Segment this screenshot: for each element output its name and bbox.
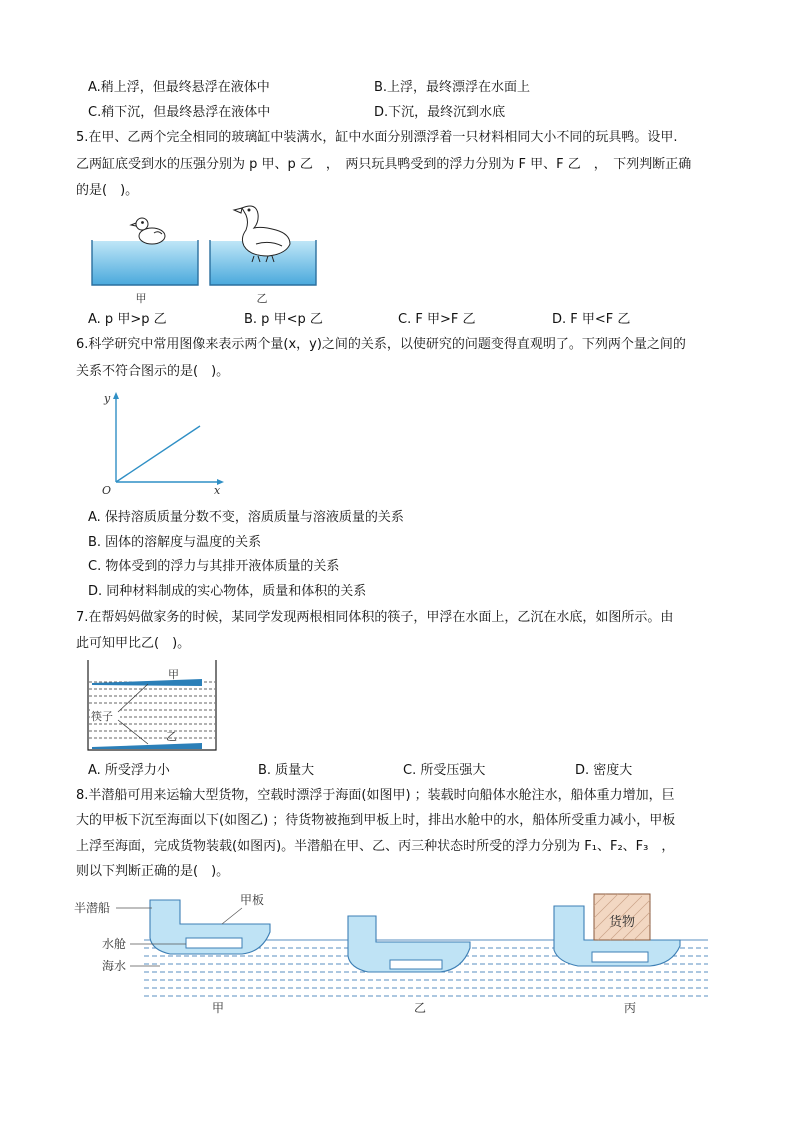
q8-line-3: 上浮至海面，完成货物装载(如图丙)。半潜船在甲、乙、丙三种状态时所受的浮力分别为 F₁、F₂、F₃ ，	[76, 839, 675, 854]
tank-jia-water	[92, 241, 198, 285]
leader-bottom	[118, 720, 148, 744]
q7-option-b: B. 质量大	[258, 763, 315, 778]
q8-line-2: 大的甲板下沉至海面以下(如图乙) ；待货物被拖到甲板上时，排出水舱中的水，船体所受重力减小，甲板	[76, 813, 676, 828]
q8-line-1: 8.半潜船可用来运输大型货物，空载时漂浮于海面(如图甲) ；装载时向船体水舱注水，船体重力增加，巨	[76, 788, 675, 803]
q4-option-a: A.稍上浮，但最终悬浮在液体中	[88, 80, 270, 95]
q6-line-1: 6.科学研究中常用图像来表示两个量(x，y)之间的关系，以使研究的问题变得直观明了。下列两个量之间的	[76, 337, 686, 352]
q6-option-a: A. 保持溶质质量分数不变，溶质质量与溶液质量的关系	[88, 510, 404, 525]
q5-option-a: A. p 甲>p 乙	[88, 312, 167, 327]
tank-jia	[186, 938, 242, 948]
ship-bing	[554, 894, 680, 966]
q5-duck-figure	[86, 200, 326, 308]
label-sea: 海水	[102, 959, 127, 973]
small-duck	[131, 218, 165, 244]
container	[88, 660, 216, 750]
label-tank: 水舱	[102, 937, 127, 951]
q8-line-4: 则以下判断正确的是( )。	[76, 864, 230, 879]
y-axis-label: y	[104, 392, 111, 405]
label-yi: 乙	[166, 730, 177, 743]
q5-option-b: B. p 甲<p 乙	[244, 312, 323, 327]
leader-deck	[222, 908, 242, 924]
q5-option-d: D. F 甲<F 乙	[552, 312, 631, 327]
state-bing: 丙	[623, 1001, 637, 1015]
q4-option-c: C.稍下沉，但最终悬浮在液体中	[88, 105, 271, 120]
state-jia: 甲	[211, 1001, 225, 1015]
q4-option-d: D.下沉，最终沉到水底	[374, 105, 506, 120]
state-yi: 乙	[413, 1001, 427, 1015]
label-ship: 半潜船	[74, 901, 111, 915]
q5-option-c: C. F 甲>F 乙	[398, 312, 476, 327]
leader-top	[118, 684, 148, 712]
y-axis-arrow	[113, 392, 119, 399]
q6-option-c: C. 物体受到的浮力与其排开液体质量的关系	[88, 559, 340, 574]
q4-option-b: B.上浮，最终漂浮在水面上	[374, 80, 531, 95]
tank-yi	[390, 960, 442, 969]
q7-line-1: 7.在帮妈妈做家务的时候，某同学发现两根相同体积的筷子，甲浮在水面上，乙沉在水底，如图所示。由	[76, 610, 674, 625]
q6-option-d: D. 同种材料制成的实心物体，质量和体积的关系	[88, 584, 367, 599]
q7-line-2: 此可知甲比乙( )。	[76, 636, 191, 651]
q6-line-2: 关系不符合图示的是( )。	[76, 364, 230, 379]
cargo-label: 货物	[608, 915, 636, 930]
q5-line-1: 5.在甲、乙两个完全相同的玻璃缸中装满水，缸中水面分别漂浮着一只材料相同大小不同的玩具鸭。设甲.	[76, 130, 678, 145]
q7-option-d: D. 密度大	[575, 763, 633, 778]
q8-ship-figure	[72, 888, 712, 1018]
chopstick-yi	[92, 743, 202, 749]
tank-yi-label: 乙	[256, 292, 268, 305]
label-chopsticks: 筷子	[91, 710, 113, 723]
q7-option-c: C. 所受压强大	[403, 763, 486, 778]
q7-chopsticks-figure	[84, 658, 224, 754]
proportional-line	[116, 426, 200, 482]
q5-line-3: 的是( )。	[76, 183, 139, 198]
q6-graph	[96, 388, 236, 498]
q5-line-2: 乙两缸底受到水的压强分别为 p 甲、p 乙 ， 两只玩具鸭受到的浮力分别为 F 甲、F 乙 ， 下列判断正确	[76, 157, 692, 172]
x-axis-label: x	[214, 484, 221, 497]
ship-jia	[150, 900, 270, 954]
tank-bing	[592, 952, 648, 962]
label-jia: 甲	[168, 668, 179, 681]
label-deck: 甲板	[240, 893, 265, 907]
ship-yi	[348, 916, 470, 972]
q7-option-a: A. 所受浮力小	[88, 763, 170, 778]
q6-option-b: B. 固体的溶解度与温度的关系	[88, 535, 262, 550]
tank-jia-label: 甲	[135, 292, 147, 305]
origin-label: O	[102, 484, 112, 497]
